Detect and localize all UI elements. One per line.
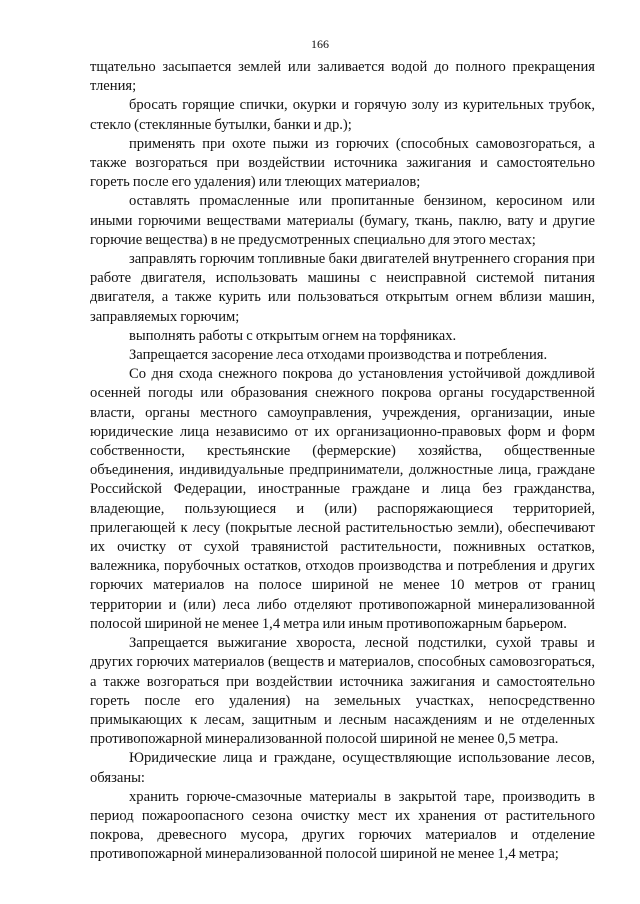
paragraph: выполнять работы с открытым огнем на торфяниках. (129, 327, 457, 344)
paragraph: оставлять промасленные или пропитанные бензином, керосином или иными горючими веществами материалы (бумагу, ткань, паклю, вату и другие горючие вещества) в не предусмотренных специально для этого местах; (90, 193, 595, 248)
body-text (90, 58, 595, 865)
paragraph: тщательно засыпается землей или заливается водой до полного прекращения тления; (90, 59, 595, 95)
paragraph: Юридические лица и граждане, осуществляющие использование лесов, обязаны: (90, 750, 595, 786)
paragraph: хранить горюче-смазочные материалы в закрытой таре, производить в период пожароопасного сезона очистку мест их хранения от растительного покрова, древесного мусора, других горючих материалов и отделение противопожарной минерализованной полосой шириной не менее 1,4 метра; (90, 788, 595, 863)
paragraph: Со дня схода снежного покрова до установления устойчивой дождливой осенней погоды или образования снежного покрова органы государственной власти, органы местного самоуправления, учреждения, организации, иные юридические лица независимо от их организационно-правовых форм и форм собственности, крестьянские (фермерские) хозяйства, общественные объединения, индивидуальные предприниматели, должностные лица, граждане Российской Федерации, иностранные граждане и лица без гражданства, владеющие, пользующиеся и (или) распоряжающиеся территорией, прилегающей к лесу (покрытые лесной растительностью земли), обеспечивают их очистку от сухой травянистой растительности, пожнивных остатков, валежника, порубочных остатков, отходов производства и потребления и других горючих материалов на полосе шириной не менее 10 метров от границ территории и (или) леса либо отделяют противопожарной минерализованной полосой шириной не менее 1,4 метра или иным противопожарным барьером. (90, 366, 595, 632)
paragraph: Запрещается выжигание хвороста, лесной подстилки, сухой травы и других горючих материалов (веществ и материалов, способных самовозгораться, а также возгораться при воздействии источника зажигания и самостоятельно гореть после его удаления) на земельных участках, непосредственно примыкающих к лесам, защитным и лесным насаждениям и не отделенных противопожарной минерализованной полосой шириной не менее 0,5 метра. (90, 635, 595, 748)
paragraph: заправлять горючим топливные баки двигателей внутреннего сгорания при работе двигателя, использовать машины с неисправной системой питания двигателя, а также курить или пользоваться открытым огнем вблизи машин, заправляемых горючим; (90, 251, 595, 325)
paragraph: применять при охоте пыжи из горючих (способных самовозгораться, а также возгораться при воздействии источника зажигания и самостоятельно гореть после его удаления) или тлеющих материалов; (90, 135, 595, 191)
paragraph: бросать горящие спички, окурки и горячую золу из курительных трубок, стекло (стеклянные бутылки, банки и др.); (90, 97, 595, 133)
page-number: 166 (311, 37, 329, 51)
paragraph: Запрещается засорение леса отходами производства и потребления. (129, 347, 548, 364)
